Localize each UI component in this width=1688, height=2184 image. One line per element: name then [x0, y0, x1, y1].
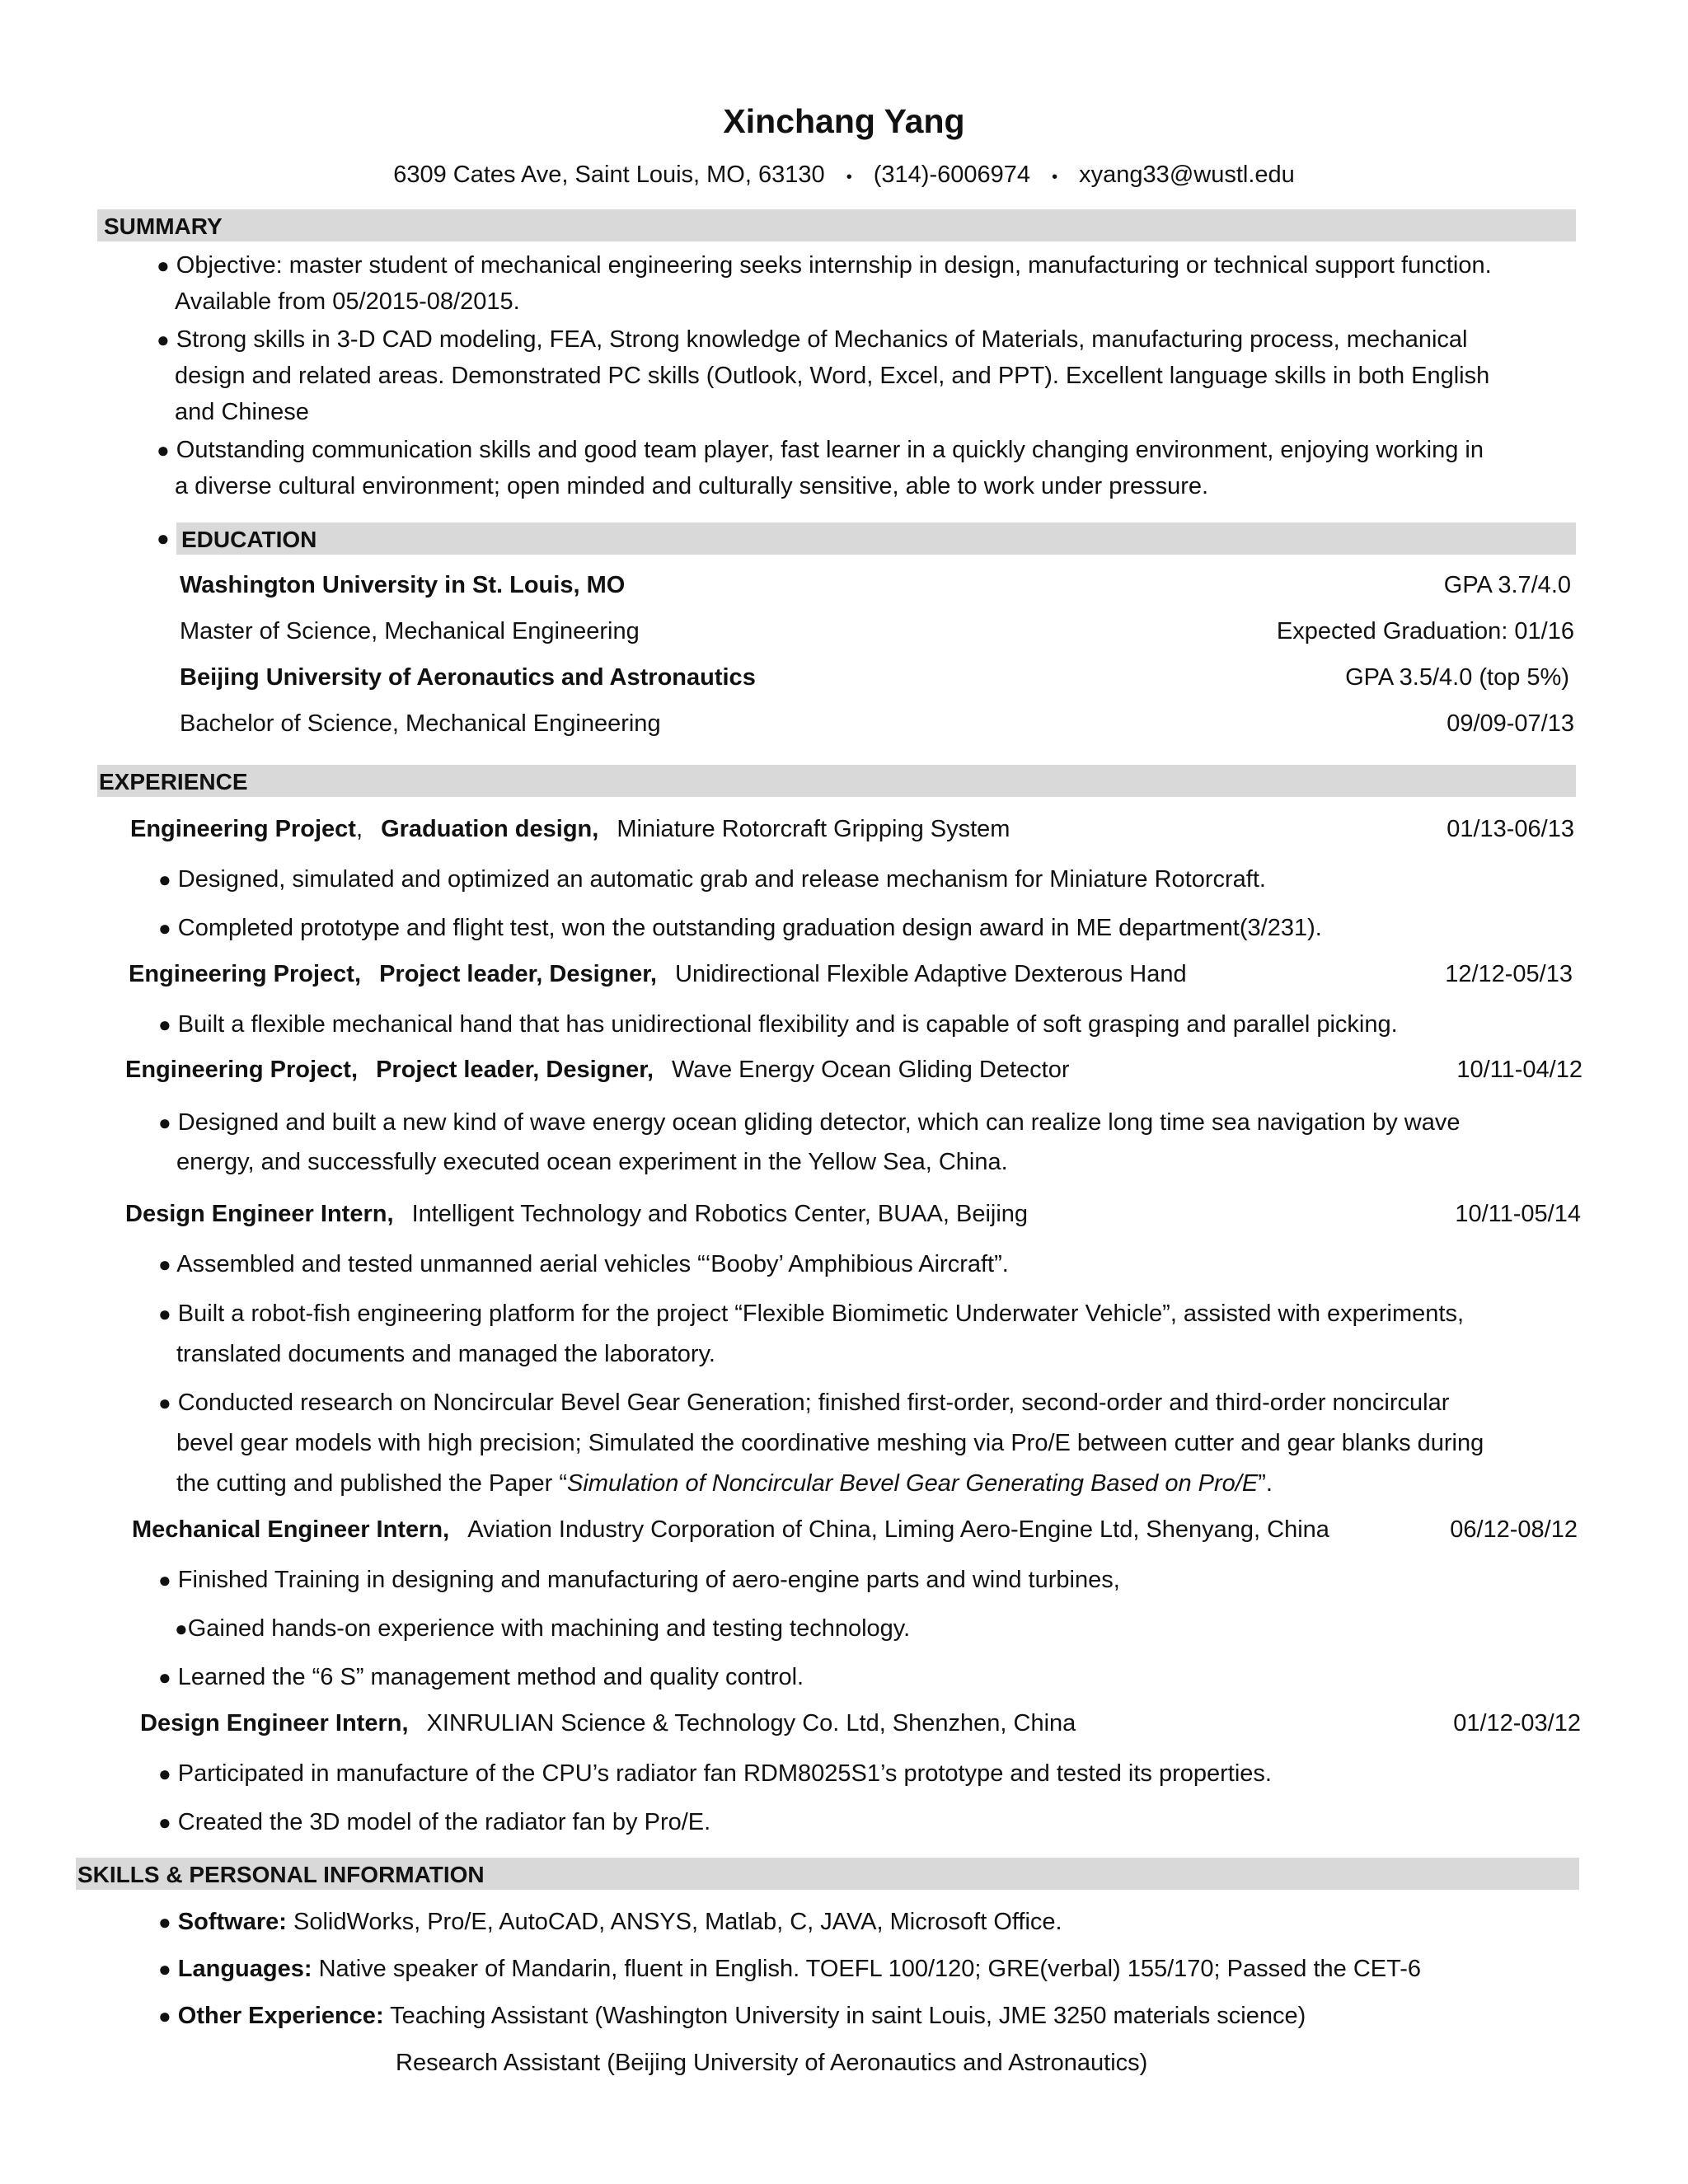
skill-extra: Research Assistant (Beijing University of Aeronautics and Astronautics) [396, 2050, 1148, 2076]
bullet: ● [158, 1301, 171, 1326]
bullet: ● [158, 1110, 171, 1135]
bullet-text: bevel gear models with high precision; Simulated the coordinative meshing via Pro/E between cutter and gear blanks during [176, 1430, 1484, 1456]
resume-name: Xinchang Yang [723, 102, 965, 140]
summary-text: Outstanding communication skills and good team player, fast learner in a quickly changing environment, enjoying working in [176, 437, 1484, 463]
summary-item [157, 321, 1489, 430]
address: 6309 Cates Ave, Saint Louis, MO, 63130 [393, 162, 825, 188]
job-dates: 10/11-04/12 [1456, 1057, 1582, 1083]
gpa: GPA 3.7/4.0 [1443, 572, 1571, 598]
summary-header-bar [97, 209, 1576, 241]
job-bullet [158, 861, 1266, 898]
job-description: Aviation Industry Corporation of China, Liming Aero-Engine Ltd, Shenyang, China [467, 1516, 1329, 1543]
bullet: ● [158, 1810, 171, 1835]
school-name: Washington University in St. Louis, MO [180, 572, 626, 598]
bullet-text: Designed, simulated and optimized an automatic grab and release mechanism for Miniature Rotorcraft. [177, 866, 1266, 893]
gpa: GPA 3.5/4.0 (top 5%) [1345, 664, 1569, 691]
bullet-text: Participated in manufacture of the CPU’s radiator fan RDM8025S1’s prototype and tested its properties. [177, 1760, 1272, 1787]
bullet-text: Finished Training in designing and manufacturing of aero-engine parts and wind turbines, [177, 1567, 1120, 1593]
job-heading [125, 1201, 1028, 1228]
bullet: ● [158, 1012, 171, 1037]
bullet: ● [157, 526, 170, 551]
bullet: ● [158, 1910, 171, 1934]
skill-text: SolidWorks, Pro/E, AutoCAD, ANSYS, Matlab, C, JAVA, Microsoft Office. [293, 1909, 1062, 1935]
bullet-text: energy, and successfully executed ocean experiment in the Yellow Sea, China. [176, 1149, 1008, 1175]
job-description: Intelligent Technology and Robotics Center, BUAA, Beijing [411, 1201, 1029, 1227]
job-bullet [158, 1804, 710, 1840]
bullet: ● [158, 1568, 171, 1592]
bullet: ● [158, 1761, 171, 1786]
job-bullet [175, 1610, 910, 1647]
bullet-text: Learned the “6 S” management method and quality control. [177, 1664, 804, 1690]
job-heading [125, 1057, 1070, 1084]
job-dates: 06/12-08/12 [1450, 1516, 1578, 1543]
skills-title: SKILLS & PERSONAL INFORMATION [77, 1862, 485, 1887]
job-bullet [158, 1659, 804, 1695]
education-title: EDUCATION [181, 527, 317, 552]
bullet-text: translated documents and managed the laboratory. [176, 1341, 715, 1367]
job-role: Engineering Project, [125, 1057, 358, 1083]
skill-label: Other Experience: [177, 2003, 384, 2029]
bullet: ● [157, 253, 170, 278]
bullet-text: Conducted research on Noncircular Bevel Gear Generation; finished first-order, second-order and third-order noncircular [177, 1390, 1450, 1416]
degree: Master of Science, Mechanical Engineering [180, 618, 640, 644]
job-position: Project leader, Designer, [376, 1057, 654, 1083]
job-role: Engineering Project, [129, 961, 361, 987]
separator: • [846, 168, 852, 186]
job-description: Miniature Rotorcraft Gripping System [617, 816, 1010, 842]
job-heading [132, 1516, 1329, 1544]
email: xyang33@wustl.edu [1079, 162, 1295, 188]
job-dates: 01/13-06/13 [1447, 816, 1574, 842]
job-description: XINRULIAN Science & Technology Co. Ltd, Shenzhen, China [426, 1710, 1076, 1736]
skill-text: Teaching Assistant (Washington University in saint Louis, JME 3250 materials science) [390, 2003, 1306, 2029]
job-heading [129, 961, 1187, 988]
job-bullet [158, 1006, 1398, 1043]
bullet: ● [157, 438, 170, 462]
bullet-text: Built a robot-fish engineering platform for the project “Flexible Biomimetic Underwater Vehicle”, assisted with experiments, [177, 1301, 1465, 1327]
summary-text: Objective: master student of mechanical engineering seeks internship in design, manufacturing or technical support function. [176, 252, 1492, 279]
bullet: ● [158, 1665, 171, 1690]
job-dates: 12/12-05/13 [1445, 961, 1573, 987]
skill-item [158, 1998, 1306, 2034]
skill-item [158, 1951, 1421, 1987]
school-name: Beijing University of Aeronautics and Astronautics [180, 664, 756, 691]
separator: , [355, 816, 363, 842]
contact-line [0, 162, 1688, 189]
bullet: ● [175, 1616, 188, 1641]
job-dates: 10/11-05/14 [1455, 1201, 1581, 1227]
bullet-text: the cutting and published the Paper “ [176, 1470, 567, 1497]
summary-title: SUMMARY [104, 213, 223, 239]
summary-text: design and related areas. Demonstrated PC skills (Outlook, Word, Excel, and PPT). Excellent language skills in both English [175, 363, 1490, 389]
job-bullet [158, 1294, 1464, 1375]
job-description: Unidirectional Flexible Adaptive Dexterous Hand [675, 961, 1187, 987]
job-role: Design Engineer Intern, [125, 1201, 394, 1227]
summary-text: Available from 05/2015-08/2015. [175, 288, 520, 315]
bullet-text: Built a flexible mechanical hand that has unidirectional flexibility and is capable of soft grasping and parallel picking. [177, 1011, 1398, 1038]
job-role: Mechanical Engineer Intern, [132, 1516, 450, 1543]
job-bullet [158, 910, 1322, 946]
job-bullet [158, 1103, 1460, 1182]
education-dates: 09/09-07/13 [1447, 710, 1574, 737]
bullet: ● [158, 867, 171, 892]
summary-text: and Chinese [175, 399, 309, 425]
job-heading [130, 816, 1010, 843]
job-bullet [158, 1383, 1484, 1504]
skill-label: Software: [177, 1909, 287, 1935]
phone: (314)-6006974 [873, 162, 1031, 188]
bullet-text: Gained hands-on experience with machining and testing technology. [187, 1615, 911, 1642]
bullet-text: Created the 3D model of the radiator fan by Pro/E. [177, 1809, 711, 1835]
experience-title: EXPERIENCE [99, 769, 248, 794]
bullet-text: Designed and built a new kind of wave energy ocean gliding detector, which can realize long time sea navigation by wave [177, 1109, 1461, 1136]
job-description: Wave Energy Ocean Gliding Detector [672, 1057, 1070, 1083]
experience-header-bar [97, 765, 1576, 797]
summary-text: a diverse cultural environment; open minded and culturally sensitive, able to work under pressure. [175, 473, 1209, 499]
bullet-text: Assembled and tested unmanned aerial vehicles “‘Booby’ Amphibious Aircraft”. [176, 1251, 1009, 1277]
summary-item [157, 247, 1492, 320]
skill-label: Languages: [177, 1956, 312, 1982]
job-bullet [158, 1755, 1272, 1792]
bullet: ● [158, 1390, 171, 1415]
job-role: Design Engineer Intern, [140, 1710, 409, 1736]
job-heading [140, 1710, 1076, 1737]
bullet: ● [158, 916, 171, 940]
bullet-text: ”. [1258, 1470, 1273, 1497]
separator: • [1052, 168, 1058, 186]
skill-item [158, 1904, 1062, 1940]
education-header-bar [176, 523, 1576, 555]
job-bullet [158, 1246, 1009, 1282]
degree: Bachelor of Science, Mechanical Engineering [180, 710, 661, 737]
job-position: Project leader, Designer, [379, 961, 657, 987]
bullet: ● [158, 1957, 171, 1981]
paper-title: Simulation of Noncircular Bevel Gear Generating Based on Pro/E [567, 1470, 1259, 1497]
bullet: ● [157, 327, 170, 352]
summary-text: Strong skills in 3-D CAD modeling, FEA, Strong knowledge of Mechanics of Materials, manufacturing process, mechanical [176, 326, 1468, 353]
bullet: ● [158, 2004, 171, 2028]
job-position: Graduation design, [381, 816, 599, 842]
graduation-date: Expected Graduation: 01/16 [1276, 618, 1574, 644]
job-role: Engineering Project [130, 816, 356, 842]
bullet: ● [158, 1252, 171, 1277]
job-dates: 01/12-03/12 [1453, 1710, 1581, 1736]
bullet-text: Completed prototype and flight test, won the outstanding graduation design award in ME department(3/231). [177, 915, 1322, 941]
skill-text: Native speaker of Mandarin, fluent in English. TOEFL 100/120; GRE(verbal) 155/170; Passed the CET-6 [318, 1956, 1422, 1982]
summary-item [157, 432, 1484, 504]
job-bullet [158, 1562, 1120, 1598]
